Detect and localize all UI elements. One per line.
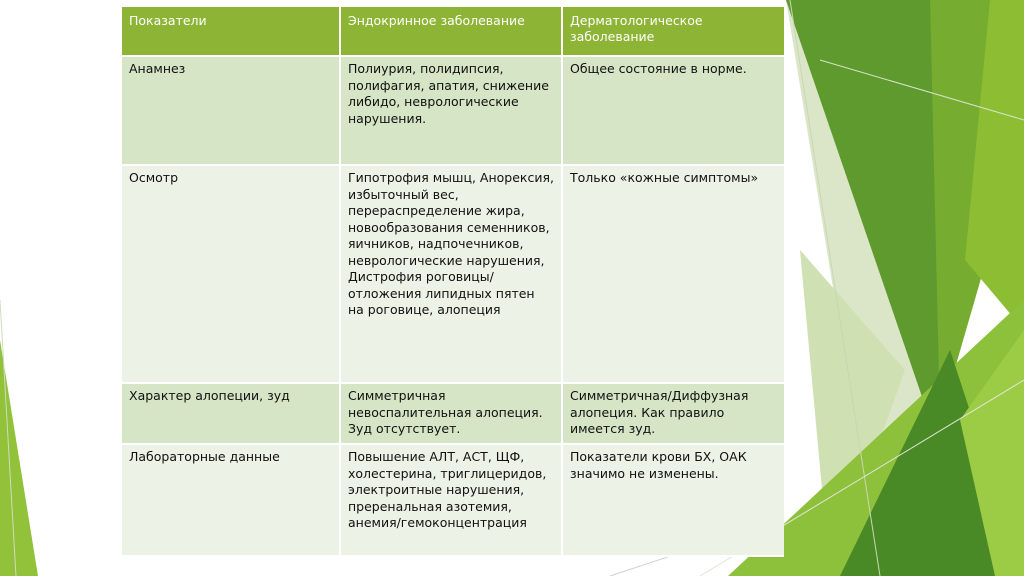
header-dermatological: Дерматологическое заболевание [562,7,784,56]
table-row [122,165,784,383]
row-label: Анамнез [122,56,340,165]
table-row [122,56,784,165]
table-row [122,444,784,556]
comparison-table [122,7,784,557]
endocrine-cell: Гипотрофия мышц, Анорексия, избыточный вес, перераспределение жира, новообразования семенников, яичников, надпочечников, неврологические нарушения, Дистрофия роговицы/отложения липидных пятен на роговице, алопеция [340,165,562,383]
dermatological-cell: Только «кожные симптомы» [562,165,784,383]
dermatological-cell: Общее состояние в норме. [562,56,784,165]
row-label: Характер алопеции, зуд [122,383,340,444]
row-label: Лабораторные данные [122,444,340,556]
endocrine-cell: Полиурия, полидипсия, полифагия, апатия, снижение либидо, неврологические нарушения. [340,56,562,165]
left-green-triangle [0,340,38,576]
table-row [122,383,784,444]
dermatological-cell: Показатели крови БХ, ОАК значимо не изменены. [562,444,784,556]
endocrine-cell: Симметричная невоспалительная алопеция. Зуд отсутствует. [340,383,562,444]
row-label: Осмотр [122,165,340,383]
header-indicators: Показатели [122,7,340,56]
endocrine-cell: Повышение АЛТ, АСТ, ЩФ, холестерина, триглицеридов, электроитные нарушения, преренальная азотемия, анемия/гемоконцентрация [340,444,562,556]
header-endocrine: Эндокринное заболевание [340,7,562,56]
table-header-row [122,7,784,56]
dermatological-cell: Симметричная/Диффузная алопеция. Как правило имеется зуд. [562,383,784,444]
